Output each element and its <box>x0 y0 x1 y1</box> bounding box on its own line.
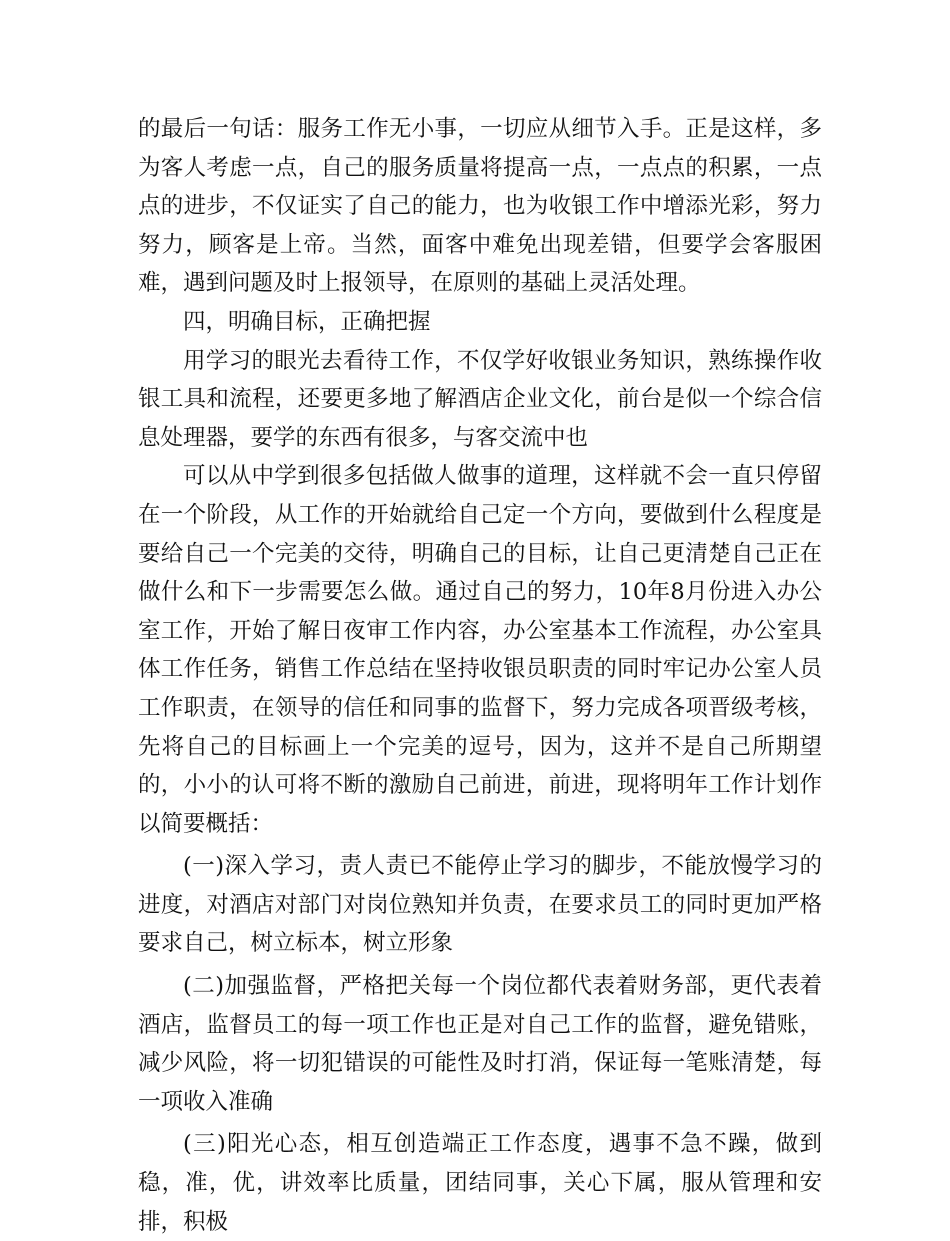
list-item-2: (二)加强监督，严格把关每一个岗位都代表着财务部，更代表着酒店，监督员工的每一项工作也正是对自己工作的监督，避免错账，减少风险，将一切犯错误的可能性及时打消，保证每一笔账清楚，每一项收入准确 <box>138 973 822 1115</box>
paragraph-continuation: 的最后一句话：服务工作无小事，一切应从细节入手。正是这样，多为客人考虑一点，自己的服务质量将提高一点，一点点的积累，一点点的进步，不仅证实了自己的能力，也为收银工作中增添光彩，努力努力，顾客是上帝。当然，面客中难免出现差错，但要学会客服困难，遇到问题及时上报领导，在原则的基础上灵活处理。 <box>138 116 822 297</box>
list-item-1: (一)深入学习，责人责已不能停止学习的脚步，不能放慢学习的进度，对酒店对部门对岗位熟知并负责，在要求员工的同时更加严格要求自己，树立标本，树立形象 <box>138 853 822 957</box>
section-heading: 四，明确目标，正确把握 <box>183 308 431 335</box>
paragraph: 可以从中学到很多包括做人做事的道理，这样就不会一直只停留在一个阶段，从工作的开始就给自己定一个方向，要做到什么程度是要给自己一个完美的交待，明确自己的目标，让自己更清楚自己正在做什么和下一步需要怎么做。通过自己的努力，10年8月份进入办公室工作，开始了解日夜审工作内容，办公室基本工作流程，办公室具体工作任务，销售工作总结在坚持收银员职责的同时牢记办公室人员工作职责，在领导的信任和同事的监督下，努力完成各项晋级考核，先将自己的目标画上一个完美的逗号，因为，这并不是自己所期望的，小小的认可将不断的激励自己前进，前进，现将明年工作计划作以简要概括： <box>138 463 822 837</box>
document-body <box>138 110 822 1241</box>
list-item-3: (三)阳光心态，相互创造端正工作态度，遇事不急不躁，做到稳，准，优，讲效率比质量，团结同事，关心下属，服从管理和安排，积极 <box>138 1131 822 1235</box>
paragraph: 用学习的眼光去看待工作，不仅学好收银业务知识，熟练操作收银工具和流程，还要更多地了解酒店企业文化，前台是似一个综合信息处理器，要学的东西有很多，与客交流中也 <box>138 347 822 451</box>
